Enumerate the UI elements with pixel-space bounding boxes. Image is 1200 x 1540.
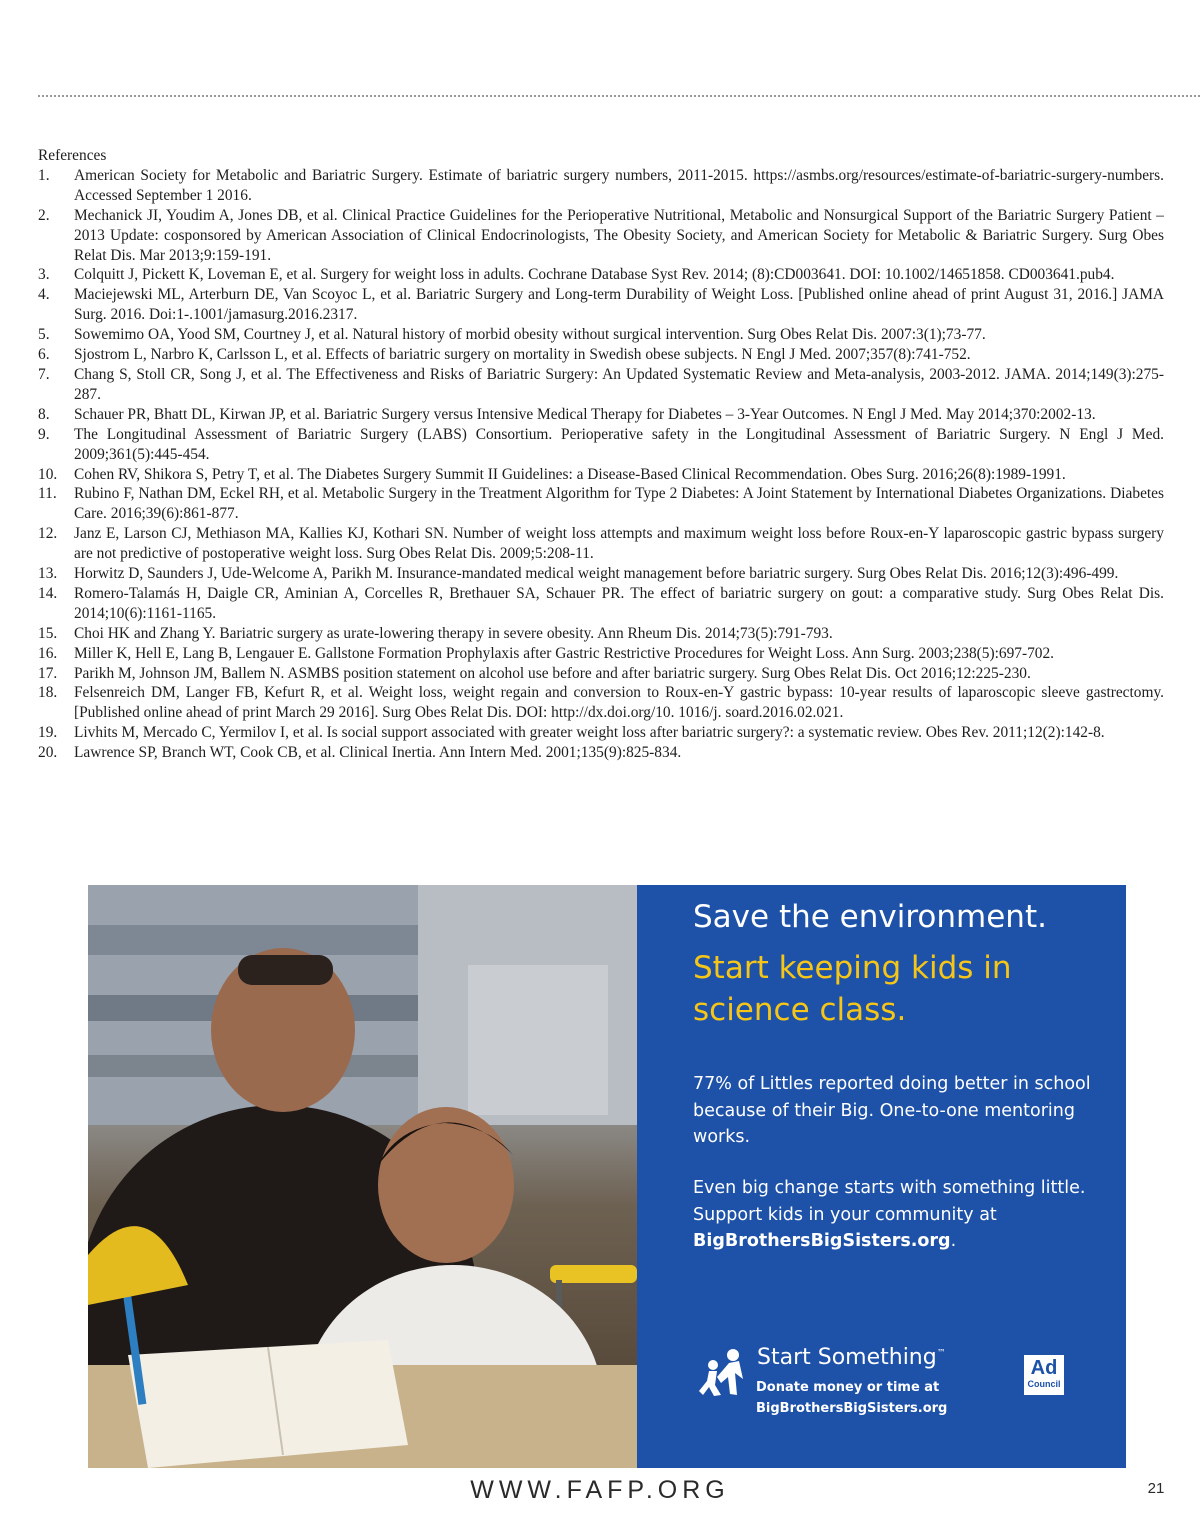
- ad-body-statistic: 77% of Littles reported doing better in school because of their Big. One-to-one mentoring works.: [693, 1074, 1091, 1147]
- reference-item: [38, 484, 1164, 524]
- reference-text: Parikh M, Johnson JM, Ballem N. ASMBS position statement on alcohol use before and after bariatric surgery. Surg Obes Relat Dis. Oct 2016;12:225-230.: [74, 664, 1031, 682]
- ad-website-link[interactable]: BigBrothersBigSisters.org: [693, 1231, 951, 1251]
- reference-number: 12.: [38, 525, 58, 543]
- reference-text: Chang S, Stoll CR, Song J, et al. The Effectiveness and Risks of Bariatric Surgery: An Updated Systematic Review and Meta-analysis, 2003-2012. JAMA. 2014;149(3):275-287.: [74, 365, 1164, 403]
- start-something-brand: [699, 1347, 999, 1437]
- ad-donate-text: [756, 1377, 1016, 1419]
- reference-number: 11.: [38, 485, 57, 503]
- reference-number: 19.: [38, 724, 58, 742]
- ad-text-panel: [637, 885, 1126, 1468]
- reference-number: 17.: [38, 664, 58, 682]
- reference-text: Mechanick JI, Youdim A, Jones DB, et al. Clinical Practice Guidelines for the Perioperative Nutritional, Metabolic and Nonsurgical Support of the Bariatric Surgery Patient – 2013 Update: cosponsored by American Association of Clinical Endocrinologists, The Obesity Society, and American Society for Metabolic & Bariatric Surgery. Surg Obes Relat Dis. Mar 2013;9:159-191.: [74, 206, 1164, 264]
- ad-council-logo-bottom: Council: [1027, 1379, 1061, 1389]
- ad-council-logo-top: Ad: [1030, 1357, 1058, 1379]
- references-heading: References: [38, 147, 107, 164]
- reference-text: Romero-Talamás H, Daigle CR, Aminian A, Corcelles R, Brethauer SA, Schauer PR. The effect of bariatric surgery on gout: a comparative study. Surg Obes Relat Dis. 2014;10(6):1161-1165.: [74, 584, 1164, 622]
- ad-tagline-text: Start Something: [757, 1345, 937, 1370]
- ad-council-logo: [1024, 1355, 1064, 1395]
- reference-text: Janz E, Larson CJ, Methiason MA, Kallies KJ, Kothari SN. Number of weight loss attempts and maximum weight loss before Roux-en-Y laparoscopic gastric bypass surgery are not predictive of postoperative weight loss. Surg Obes Relat Dis. 2009;5:208-11.: [74, 525, 1164, 563]
- reference-number: 5.: [38, 326, 50, 344]
- reference-text: Sowemimo OA, Yood SM, Courtney J, et al. Natural history of morbid obesity without surgical intervention. Surg Obes Relat Dis. 2007:3(1);73-77.: [74, 326, 986, 344]
- page-number: 21: [1147, 1480, 1165, 1497]
- reference-number: 8.: [38, 405, 50, 423]
- reference-number: 14.: [38, 584, 58, 602]
- reference-number: 7.: [38, 365, 50, 383]
- reference-item: [38, 425, 1164, 465]
- advertisement[interactable]: [88, 885, 1126, 1468]
- header-dotted-rule: [38, 95, 1200, 97]
- footer-website[interactable]: WWW.FAFP.ORG: [470, 1476, 730, 1504]
- ad-body-period: .: [950, 1231, 957, 1251]
- reference-number: 10.: [38, 465, 58, 483]
- ad-donate-line: Donate money or time at: [756, 1380, 940, 1395]
- ad-body-call-to-action: [693, 1175, 1113, 1255]
- reference-number: 18.: [38, 684, 58, 702]
- reference-text: Sjostrom L, Narbro K, Carlsson L, et al. Effects of bariatric surgery on mortality in Swedish obese subjects. N Engl J Med. 2007;357(8):741-752.: [74, 346, 971, 364]
- reference-number: 1.: [38, 166, 50, 184]
- ad-subheadline: Start keeping kids in science class.: [693, 950, 1012, 1028]
- ad-tagline: [757, 1345, 946, 1370]
- reference-text: The Longitudinal Assessment of Bariatric Surgery (LABS) Consortium. Perioperative safety in the Longitudinal Assessment of Bariatric Surgery. N Engl J Med. 2009;361(5):445-454.: [74, 425, 1164, 463]
- reference-text: Felsenreich DM, Langer FB, Kefurt R, et al. Weight loss, weight regain and conversion to Roux-en-Y gastric bypass: 10-year results of laparoscopic sleeve gastrectomy. [Published online ahead of print March 29 2016]. Surg Obes Relat Dis. DOI: http://dx.doi.org/10. 1016/j. soard.2016.02.021.: [74, 684, 1164, 722]
- reference-item: [38, 206, 1164, 266]
- reference-text: Lawrence SP, Branch WT, Cook CB, et al. Clinical Inertia. Ann Intern Med. 2001;135(9):825-834.: [74, 744, 682, 762]
- reference-item: [38, 664, 1164, 684]
- reference-number: 20.: [38, 744, 58, 762]
- mentor-photo: [88, 885, 637, 1468]
- mentor-photo-illustration: [88, 885, 637, 1468]
- ad-donate-link[interactable]: BigBrothersBigSisters.org: [756, 1401, 948, 1416]
- references-list: [38, 166, 1164, 763]
- reference-item: [38, 166, 1164, 206]
- reference-item: [38, 265, 1164, 285]
- reference-item: [38, 564, 1164, 584]
- reference-number: 4.: [38, 286, 50, 304]
- reference-text: Maciejewski ML, Arterburn DE, Van Scoyoc L, et al. Bariatric Surgery and Long-term Durability of Weight Loss. [Published online ahead of print August 31, 2016.] JAMA Surg. 2016. Doi:1-.1001/jamasurg.2016.2317.: [74, 286, 1164, 324]
- trademark-mark: ™: [936, 1348, 946, 1359]
- reference-item: [38, 683, 1164, 723]
- reference-item: [38, 743, 1164, 763]
- reference-text: Rubino F, Nathan DM, Eckel RH, et al. Metabolic Surgery in the Treatment Algorithm for Type 2 Diabetes: A Joint Statement by International Diabetes Organizations. Diabetes Care. 2016;39(6):861-877.: [74, 485, 1164, 523]
- reference-number: 16.: [38, 644, 58, 662]
- reference-item: [38, 524, 1164, 564]
- reference-item: [38, 584, 1164, 624]
- reference-item: [38, 624, 1164, 644]
- reference-number: 6.: [38, 346, 50, 364]
- reference-text: Miller K, Hell E, Lang B, Lengauer E. Gallstone Formation Prophylaxis after Gastric Restrictive Procedures for Weight Loss. Ann Surg. 2003;238(5):697-702.: [74, 644, 1055, 662]
- reference-number: 9.: [38, 425, 50, 443]
- ad-body-text: Even big change starts with something little. Support kids in your community at: [693, 1178, 1086, 1225]
- reference-text: Colquitt J, Pickett K, Loveman E, et al. Surgery for weight loss in adults. Cochrane Database Syst Rev. 2014; (8):CD003641. DOI: 10.1002/14651858. CD003641.pub4.: [74, 266, 1115, 284]
- reference-item: [38, 723, 1164, 743]
- reference-item: [38, 285, 1164, 325]
- reference-item: [38, 345, 1164, 365]
- reference-number: 2.: [38, 206, 50, 224]
- reference-item: [38, 365, 1164, 405]
- reference-item: [38, 465, 1164, 485]
- reference-item: [38, 325, 1164, 345]
- reference-number: 3.: [38, 266, 50, 284]
- reference-item: [38, 644, 1164, 664]
- reference-text: Livhits M, Mercado C, Yermilov I, et al. Is social support associated with greater weight loss after bariatric surgery?: a systematic review. Obes Rev. 2011;12(2):142-8.: [74, 724, 1105, 742]
- reference-number: 13.: [38, 565, 58, 583]
- reference-text: American Society for Metabolic and Bariatric Surgery. Estimate of bariatric surgery numbers, 2011-2015. https://asmbs.org/resources/estimate-of-bariatric-surgery-numbers. Accessed September 1 2016.: [74, 166, 1164, 204]
- references-section: [38, 146, 1164, 763]
- reference-item: [38, 405, 1164, 425]
- reference-text: Schauer PR, Bhatt DL, Kirwan JP, et al. Bariatric Surgery versus Intensive Medical Therapy for Diabetes – 3-Year Outcomes. N Engl J Med. May 2014;370:2002-13.: [74, 405, 1096, 423]
- reference-text: Choi HK and Zhang Y. Bariatric surgery as urate-lowering therapy in severe obesity. Ann Rheum Dis. 2014;73(5):791-793.: [74, 624, 833, 642]
- reference-text: Cohen RV, Shikora S, Petry T, et al. The Diabetes Surgery Summit II Guidelines: a Disease-Based Clinical Recommendation. Obes Surg. 2016;26(8):1989-1991.: [74, 465, 1066, 483]
- reference-text: Horwitz D, Saunders J, Ude-Welcome A, Parikh M. Insurance-mandated medical weight management before bariatric surgery. Surg Obes Relat Dis. 2016;12(3):496-499.: [74, 565, 1119, 583]
- ad-headline: Save the environment.: [693, 899, 1047, 935]
- reference-number: 15.: [38, 624, 58, 642]
- figures-logo-icon: [699, 1347, 749, 1399]
